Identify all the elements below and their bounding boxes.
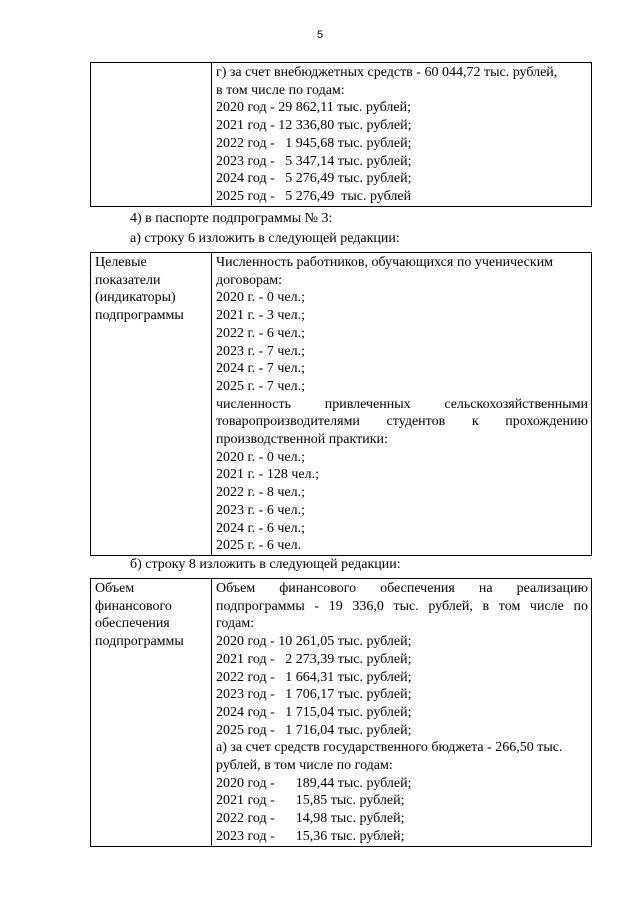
text-line: 2020 год - 29 862,11 тыс. рублей; <box>216 100 411 116</box>
text-line: 2022 г. - 6 чел.; <box>216 325 305 341</box>
row-label-cell <box>91 579 212 847</box>
text-line: договорам: <box>216 272 282 288</box>
text-line: в том числе по годам: <box>216 82 345 98</box>
text-line: производственной практики: <box>216 432 388 448</box>
table-row <box>91 579 592 847</box>
row-label-cell <box>91 63 212 207</box>
text-line: 2021 год - 12 336,80 тыс. рублей; <box>216 118 412 134</box>
text-line: численность привлеченных сельскохозяйственными <box>216 396 588 412</box>
text-line: г) за счет внебюджетных средств - 60 044,72 тыс. рублей, <box>216 65 558 80</box>
text-line: 2020 г. - 0 чел.; <box>216 449 305 465</box>
text-line: 2022 год - 14,98 тыс. рублей; <box>216 811 405 827</box>
row-content-cell <box>212 253 592 556</box>
text-line: 2021 год - 2 273,39 тыс. рублей; <box>216 651 412 667</box>
label-line: финансового <box>95 598 172 614</box>
text-line: 2025 г. - 7 чел.; <box>216 378 305 394</box>
text-line: рублей, в том числе по годам: <box>216 758 393 774</box>
label-line: подпрограммы <box>95 308 184 324</box>
label-line: показатели <box>95 272 161 288</box>
text-line: 2023 год - 5 347,14 тыс. рублей; <box>216 153 412 169</box>
label-line: подпрограммы <box>95 634 184 650</box>
label-line: Целевые <box>95 255 147 270</box>
text-line: 2025 год - 5 276,49 тыс. рублей <box>216 188 412 204</box>
row-content-cell <box>212 579 592 847</box>
label-line: обеспечения <box>95 616 170 632</box>
text-line: 2023 год - 1 706,17 тыс. рублей; <box>216 687 412 703</box>
label-line: (индикаторы) <box>95 290 176 306</box>
text-line: 2025 год - 1 716,04 тыс. рублей; <box>216 722 412 738</box>
table-row <box>91 253 592 556</box>
text-line: 2025 г. - 6 чел. <box>216 538 302 554</box>
page-number: 5 <box>316 29 324 41</box>
text-line: Численность работников, обучающихся по ученическим <box>216 255 554 270</box>
row-content-cell <box>212 63 592 207</box>
paragraph-subprogram-3: 4) в паспорте подпрограммы № 3: <box>130 211 333 226</box>
text-line: а) за счет средств государственного бюджета - 266,50 тыс. <box>216 740 563 756</box>
text-line: 2023 г. - 6 чел.; <box>216 502 305 518</box>
paragraph-row-6: а) строку 6 изложить в следующей редакции: <box>130 231 400 246</box>
text-line: 2024 год - 1 715,04 тыс. рублей; <box>216 704 412 720</box>
text-line: 2022 год - 1 945,68 тыс. рублей; <box>216 135 412 151</box>
text-line: 2024 г. - 7 чел.; <box>216 361 305 377</box>
table-extrabudgetary-funds <box>90 62 592 207</box>
text-line: годам: <box>216 616 255 632</box>
text-line: 2024 год - 5 276,49 тыс. рублей; <box>216 171 412 187</box>
table-financial-support <box>90 578 592 847</box>
text-line: 2024 г. - 6 чел.; <box>216 520 305 536</box>
label-line: Объем <box>95 581 135 596</box>
paragraph-row-8: б) строку 8 изложить в следующей редакции: <box>130 557 401 572</box>
table-row <box>91 63 592 207</box>
text-line: Объем финансового обеспечения на реализацию <box>216 581 588 596</box>
text-line: 2021 г. - 128 чел.; <box>216 467 319 483</box>
text-line: товаропроизводителями студентов к прохождению <box>216 414 588 430</box>
text-line: 2022 год - 1 664,31 тыс. рублей; <box>216 669 412 685</box>
text-line: 2021 г. - 3 чел.; <box>216 308 305 324</box>
text-line: 2023 г. - 7 чел.; <box>216 343 305 359</box>
text-line: 2023 год - 15,36 тыс. рублей; <box>216 828 405 844</box>
text-line: 2021 год - 15,85 тыс. рублей; <box>216 793 405 809</box>
table-target-indicators <box>90 252 592 556</box>
text-line: 2022 г. - 8 чел.; <box>216 485 305 501</box>
text-line: подпрограммы - 19 336,0 тыс. рублей, в том числе по <box>216 598 588 614</box>
text-line: 2020 г. - 0 чел.; <box>216 290 305 306</box>
row-label-cell <box>91 253 212 556</box>
text-line: 2020 год - 10 261,05 тыс. рублей; <box>216 634 412 650</box>
text-line: 2020 год - 189,44 тыс. рублей; <box>216 775 412 791</box>
